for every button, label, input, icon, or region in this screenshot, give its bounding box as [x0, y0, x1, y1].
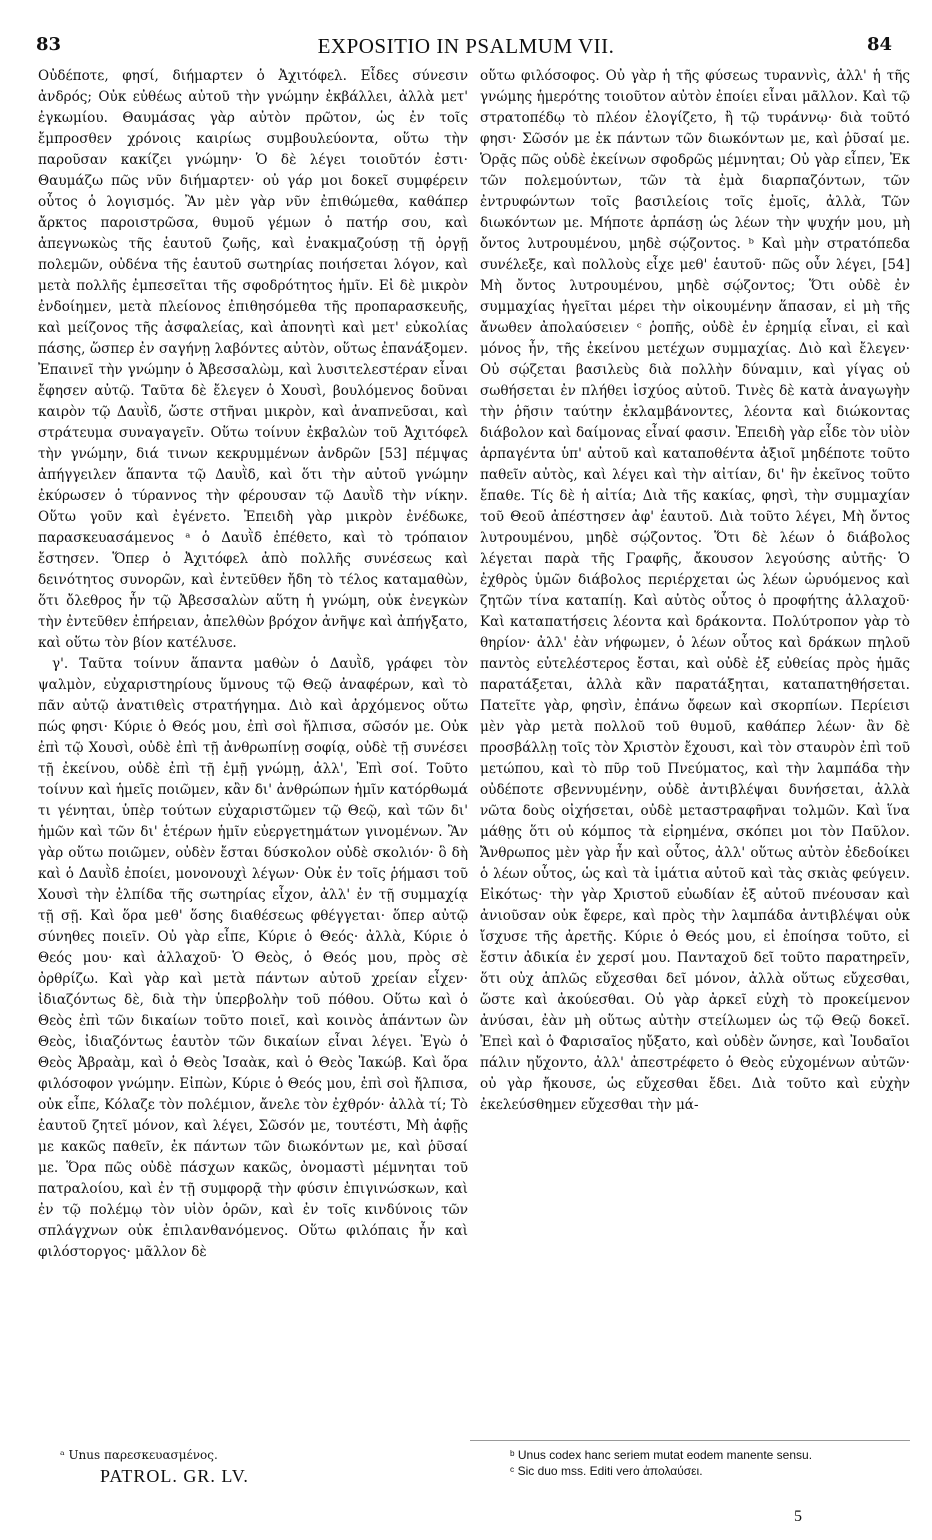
footnote-rule — [470, 1440, 910, 1441]
running-header — [0, 28, 932, 58]
gathering-signature: 5 — [794, 1508, 802, 1525]
running-title: EXPOSITIO IN PSALMUM VII. — [317, 34, 615, 58]
right-column — [480, 66, 910, 1436]
footnotes-right — [510, 1448, 910, 1480]
left-paragraph-2: γ'. Ταῦτα τοίνυν ἅπαντα μαθὼν ὁ Δαυῒδ, γράφει τὸν ψαλμὸν, εὐχαριστηρίους ὕμνους τῷ Θεῷ ἀναφέρων, καὶ τὸ πᾶν αὐτῷ ἀνατιθεὶς στρατήγημα. Διὸ καὶ ἀρχόμενος οὕτω πώς φησι· Κύριε ὁ Θεός μου, ἐπὶ σοὶ ἤλπισα, σῶσόν με. Οὐκ ἐπὶ τῷ Χουσὶ, οὐδὲ ἐπὶ τῇ ἀνθρωπίνῃ σοφίᾳ, οὐδὲ τῇ συνέσει τῇ ἐκείνου, οὐδὲ ἐπὶ τῇ ἐμῇ γνώμῃ, ἀλλ', Ἐπὶ σοί. Τοῦτο τοίνυν καὶ ἡμεῖς ποιῶμεν, κἂν δι' ἀνθρώπων ἡμῖν κατόρθωμά τι γένηται, ὑπὲρ τούτων εὐχαριστῶμεν τῷ Θεῷ, καὶ τῶν δι' ἡμῶν καὶ τῶν δι' ἑτέρων ἡμῖν εὐεργετημάτων γινομένων. Ἂν γὰρ οὕτω ποιῶμεν, οὐδὲν ἔσται δύσκολον οὐδὲ σκολιόν· ὃ δὴ καὶ ὁ Δαυῒδ ἐποίει, μονονουχὶ λέγων· Οὐκ ἐν τοῖς ῥήμασι τοῦ Χουσὶ τὴν ἐλπίδα τῆς σωτηρίας εἶχον, ἀλλ' ἐν τῇ συμμαχίᾳ τῇ σῇ. Καὶ ὅρα μεθ' ὅσης διαθέσεως φθέγγεται· ὅπερ αὐτῷ σύνηθες ποιεῖν. Οὐ γὰρ εἶπε, Κύριε ὁ Θεός· ἀλλὰ, Κύριε ὁ Θεός μου· καὶ ἀλλαχοῦ· Ὁ Θεὸς, ὁ Θεός μου, πρὸς σὲ ὀρθρίζω. Καὶ γὰρ καὶ μετὰ πάντων αὐτοῦ χρείαν εἶχεν· ἰδιαζόντως δὲ, διὰ τὴν ὑπερβολὴν τοῦ πόθου. Οὕτω καὶ ὁ Θεὸς ἐπὶ τῶν δικαίων τοῦτο ποιεῖ, καὶ κοινὸς ἁπάντων ὢν Θεὸς, ἰδιαζόντως ἑαυτὸν τῶν δικαίων εἶναι λέγει. Ἐγὼ ὁ Θεὸς Ἀβραὰμ, καὶ ὁ Θεὸς Ἰσαὰκ, καὶ ὁ Θεὸς Ἰακώβ. Καὶ ὅρα φιλόσοφον γνώμην. Εἰπὼν, Κύριε ὁ Θεός μου, ἐπὶ σοὶ ἤλπισα, οὐκ εἶπε, Κόλαζε τὸν πολέμιον, ἄνελε τὸν ἐχθρόν· ἀλλὰ τί; Τὸ ἑαυτοῦ ζητεῖ μόνον, καὶ λέγει, Σῶσόν με, τουτέστι, Μὴ ἀφῇς με κακῶς παθεῖν, ἐκ πάντων τῶν διωκόντων με, καὶ ῥῦσαί με. Ὅρα πῶς οὐδὲ πάσχων κακῶς, ὀνομαστὶ μέμνηται τοῦ πατραλοίου, καὶ ἐν τῇ συμφορᾷ τὴν φύσιν ἐπιγινώσκων, καὶ ἐν τῷ πολέμῳ τὸν υἱὸν ὁρῶν, καὶ ἐν τοῖς κινδύνοις τῶν σπλάγχνων οὐκ ἐπιλανθανόμενος. Οὕτω φιλόπαις ἦν καὶ φιλόστοργος· μᾶλλον δὲ — [38, 656, 468, 1260]
footnote-c: ᶜ Sic duo mss. Editi vero ἀπολαύσει. — [510, 1464, 703, 1478]
footnote-b: ᵇ Unus codex hanc seriem mutat eodem manente sensu. — [510, 1448, 813, 1462]
footnote-a: ᵃ Unus παρεσκευασμένος. — [60, 1448, 218, 1462]
page-number-left: 83 — [36, 34, 62, 55]
left-paragraph-1: Οὐδέποτε, φησί, διήμαρτεν ὁ Ἀχιτόφελ. Εἶδες σύνεσιν ἀνδρός; Οὐκ εὐθέως αὐτοῦ τὴν γνώμην ἐκβάλλει, ἀλλὰ μετ' ἐγκωμίου. Θαυμάσας γὰρ αὐτὸν πρῶτον, ὡς ἐν τοῖς ἔμπροσθεν χρόνοις καιρίως συμβουλεύοντα, οὕτω τὴν παροῦσαν κακίζει γνώμην· Ὁ δὲ λέγει τοιοῦτόν ἐστι· Θαυμάζω πῶς νῦν διήμαρτεν· οὐ γάρ μοι δοκεῖ συμφέρειν οὗτος ὁ λογισμός. Ἂν μὲν γὰρ νῦν ἐπιθώμεθα, καθάπερ ἄρκτος παροιστρῶσα, θυμοῦ γέμων ὁ πατήρ σου, καὶ ἀπεγνωκὼς τῆς ἑαυτοῦ ζωῆς, καὶ ἐνακμαζούσῃ τῇ ὀργῇ πολεμῶν, οὐδένα τῆς ἑαυτοῦ σωτηρίας ποιήσεται λόγον, καὶ μετὰ πολλῆς ἐμπεσεῖται τῆς σφοδρότητος ἡμῖν. Εἰ δὲ μικρὸν ἐνδοίημεν, μετὰ πλείονος ἐπιθησόμεθα τῆς προπαρασκευῆς, καὶ μείζονος τῆς ἀσφαλείας, καὶ ἀπονητὶ καὶ μετ' εὐκολίας πάσης, ὥσπερ ἐν σαγήνῃ λαβόντες αὐτὸν, οὕτως ἐπανάξομεν. Ἐπαινεῖ τὴν γνώμην ὁ Ἀβεσσαλὼμ, καὶ λυσιτελεστέραν εἶναι ἔφησεν αὐτῷ. Ταῦτα δὲ ἔλεγεν ὁ Χουσὶ, βουλόμενος δοῦναι καιρὸν τῷ Δαυῒδ, ὥστε στῆναι μικρὸν, καὶ ἀναπνεῦσαι, καὶ στράτευμα συναγαγεῖν. Οὕτω τοίνυν ἐκβαλὼν τοῦ Ἀχιτόφελ τὴν γνώμην, διά τινων κεκρυμμένων ἀνδρῶν [53] πέμψας ἀπήγγειλεν ἅπαντα τῷ Δαυῒδ, καὶ ὅτι τὴν αὐτοῦ γνώμην ἐκύρωσεν ὁ τύραννος τὴν φέρουσαν τῷ Δαυῒδ τὴν νίκην. Οὕτω γοῦν καὶ ἐγένετο. Ἐπειδὴ γὰρ μικρὸν ἐνέδωκε, παρασκευασάμενος ᵃ ὁ Δαυῒδ ἐπέθετο, καὶ τὸ τρόπαιον ἔστησεν. Ὅπερ ὁ Ἀχιτόφελ ἀπὸ πολλῆς συνέσεως καὶ δεινότητος συνορῶν, καὶ ἐντεῦθεν ἤδη τὸ τέλος καταμαθὼν, ὅτι ὄλεθρος ἦν τῷ Ἀβεσσαλὼν αὕτη ἡ γνώμη, οὐκ ἐνεγκὼν τὴν ἐντεῦθεν ἐπήρειαν, ἀπελθὼν βρόχον ἀνῆψε καὶ ἀπήγξατο, καὶ οὕτω τὸν βίον κατέλυσε. — [38, 68, 468, 651]
patrol-signature: PATROL. GR. LV. — [100, 1466, 249, 1486]
page-number-right: 84 — [866, 34, 892, 55]
right-paragraph-1: οὕτω φιλόσοφος. Οὐ γὰρ ἡ τῆς φύσεως τυραννὶς, ἀλλ' ἡ τῆς γνώμης ἡμερότης τοιοῦτον αὐτὸν ἐποίει εἶναι μᾶλλον. Καὶ τῷ στρατοπέδῳ τὸ πλέον ἐλογίζετο, ἢ τῷ τυράννῳ· διὰ τοῦτό φησι· Σῶσόν με ἐκ πάντων τῶν διωκόντων με, καὶ ῥῦσαί με. Ὁρᾷς πῶς οὐδὲ ἐκείνων σφοδρῶς μέμνηται; Οὐ γὰρ εἶπεν, Ἐκ τῶν πολεμούντων, τῶν τὰ ἐμὰ διαρπαζόντων, τῶν ἐντρυφώντων τοῖς βασιλείοις τοῖς ἐμοῖς, ἀλλὰ, Τῶν διωκόντων με. Μήποτε ἁρπάσῃ ὡς λέων τὴν ψυχήν μου, μὴ ὄντος λυτρουμένου, μηδὲ σῴζοντος. ᵇ Καὶ μὴν στρατόπεδα συνέλεξε, καὶ πολλοὺς εἶχε μεθ' ἑαυτοῦ· πῶς οὖν λέγει, [54] Μὴ ὄντος λυτρουμένου, μηδὲ σῴζοντος; Ὅτι οὐδὲ ἐν συμμαχίας ἡγεῖται μέρει τὴν οἰκουμένην ἅπασαν, εἰ μὴ τῆς ἄνωθεν ἀπολαύσειεν ᶜ ῥοπῆς, οὐδὲ ἐν ἐρημίᾳ εἶναι, εἰ καὶ μόνος ἦν, τῆς ἐκείνου μετέχων συμμαχίας. Διὸ καὶ ἔλεγεν· Οὐ σῴζεται βασιλεὺς διὰ πολλὴν δύναμιν, καὶ γίγας οὐ σωθήσεται ἐν πλήθει ἰσχύος αὐτοῦ. Τινὲς δὲ κατὰ ἀναγωγὴν τὴν ῥῆσιν ταύτην ἐκλαμβάνοντες, λέοντα καὶ διώκοντας διάβολον καὶ δαίμονας εἶναί φασιν. Ἐπειδὴ γὰρ εἶδε τὸν υἱὸν ἁρπαγέντα ὑπ' αὐτοῦ καὶ καταποθέντα ἀξιοῖ μηδέποτε τοῦτο παθεῖν αὐτὸς, καὶ λέγει καὶ τὴν αἰτίαν, δι' ἣν ἐκεῖνος τοῦτο ἔπαθε. Τίς δὲ ἡ αἰτία; Διὰ τῆς κακίας, φησὶ, τὴν συμμαχίαν τοῦ Θεοῦ ἀπέστησεν ἀφ' ἑαυτοῦ. Διὰ τοῦτο λέγει, Μὴ ὄντος λυτρουμένου, μηδὲ σῴζοντος. Ὅτι δὲ λέων ὁ διάβολος λέγεται παρὰ τῆς Γραφῆς, ἄκουσον λεγούσης αὐτῆς· Ὁ ἐχθρὸς ὑμῶν διάβολος περιέρχεται ὡς λέων ὠρυόμενος καὶ ζητῶν τίνα καταπίῃ. Καὶ αὐτὸς οὗτος ὁ προφήτης ἀλλαχοῦ· Καὶ καταπατήσεις λέοντα καὶ δράκοντα. Πολύτροπον γὰρ τὸ θηρίον· ἀλλ' ἐὰν νήφωμεν, ὁ λέων οὗτος καὶ δράκων πηλοῦ παντὸς εὐτελέστερος ἔσται, καὶ οὐδὲ ἐξ εὐθείας πρὸς ἡμᾶς παρατάξεται, ἀλλὰ κἂν παρατάξηται, καταπατηθήσεται. Πατεῖτε γὰρ, φησὶν, ἐπάνω ὄφεων καὶ σκορπίων. Περίεισι μὲν γὰρ μετὰ πολλοῦ τοῦ θυμοῦ, καθάπερ λέων· ἂν δὲ προσβάλλῃ τοῖς τὸν Χριστὸν ἔχουσι, καὶ τὸν σταυρὸν ἐπὶ τοῦ μετώπου, καὶ τὸ πῦρ τοῦ Πνεύματος, καὶ τὴν λαμπάδα τὴν οὐδέποτε σβεννυμένην, οὐδὲ ἀντιβλέψαι δυνήσεται, ἀλλὰ νῶτα δοὺς οἰχήσεται, οὐδὲ μεταστραφῆναι τολμῶν. Καὶ ἵνα μάθῃς ὅτι οὐ κόμπος τὰ εἰρημένα, σκόπει μοι τὸν Παῦλον. Ἄνθρωπος μὲν γὰρ ἦν καὶ οὗτος, ἀλλ' οὕτως αὐτὸν ἐδεδοίκει ὁ λέων οὗτος, ὡς καὶ τὰ ἱμάτια αὐτοῦ καὶ τὰς σκιὰς φεύγειν. Εἰκότως· τὴν γὰρ Χριστοῦ εὐωδίαν ἐξ αὐτοῦ πνέουσαν καὶ ἀνιοῦσαν οὐκ ἔφερε, καὶ πρὸς τὴν λαμπάδα ἀντιβλέψαι οὐκ ἴσχυσε τῆς ἀρετῆς. Κύριε ὁ Θεός μου, εἰ ἐποίησα τοῦτο, εἰ ἔστιν ἀδικία ἐν χερσί μου. Πανταχοῦ δεῖ τοῦτο παρατηρεῖν, ὅτι οὐχ ἁπλῶς εὔχεσθαι δεῖ μόνον, ἀλλὰ οὕτως εὔχεσθαι, ὥστε καὶ ἀκούεσθαι. Οὐ γὰρ ἀρκεῖ εὐχὴ τὸ προκείμενον ἀνύσαι, ἐὰν μὴ οὕτως αὐτὴν στείλωμεν ὡς τῷ Θεῷ δοκεῖ. Ἐπεὶ καὶ ὁ Φαρισαῖος ηὔξατο, καὶ οὐδὲν ὤνησε, καὶ Ἰουδαῖοι πάλιν ηὔχοντο, ἀλλ' ἀπεστρέφετο ὁ Θεὸς εὐχομένων αὐτῶν· οὐ γὰρ ἤκουσε, ὡς εὔχεσθαι ἔδει. Διὰ τοῦτο καὶ εὐχὴν ἐκελεύσθημεν εὔχεσθαι τὴν μά- — [480, 68, 910, 1113]
footnotes-left — [60, 1448, 440, 1487]
left-column — [38, 66, 468, 1436]
